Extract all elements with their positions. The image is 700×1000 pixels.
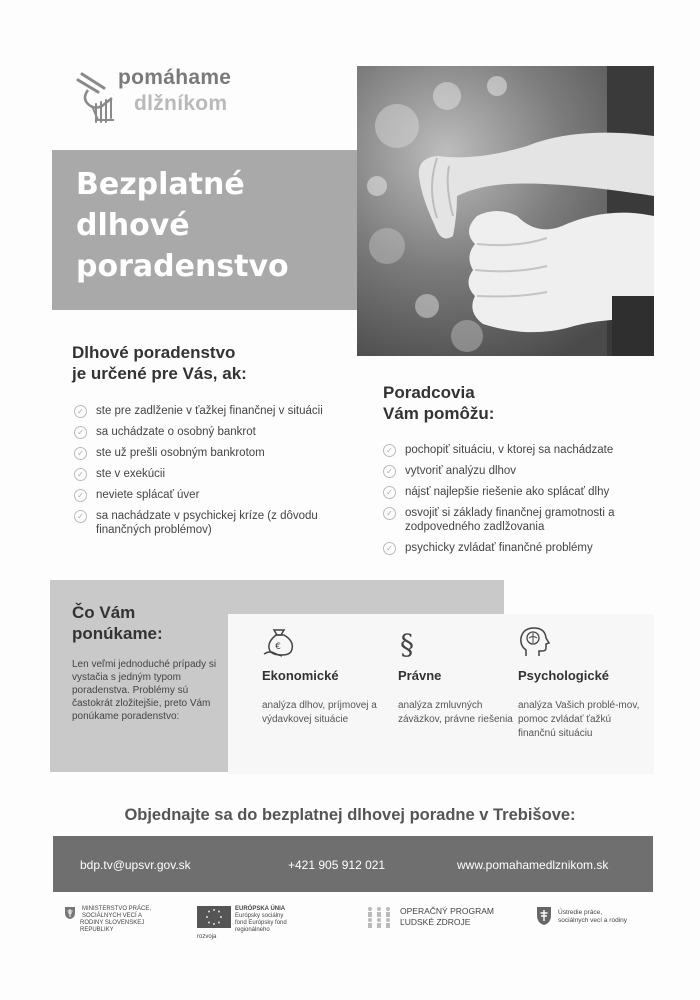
offer-column-title: Ekonomické	[262, 668, 339, 683]
list-item: ✓ ste pre zadlženie v ťažkej finančnej v situácii	[74, 404, 364, 418]
check-icon: ✓	[74, 426, 87, 439]
right-heading-line2: Vám pomôžu:	[383, 404, 495, 423]
call-to-action: Objednajte sa do bezplatnej dlhovej poradne v Trebišove:	[124, 806, 576, 824]
labour-office-logo: Ústredie práce, sociálnych vecí a rodiny	[536, 906, 656, 926]
offer-description: Len veľmi jednoduché prípady si vystačia s jedným typom poradenstva. Problémy sú častokrát zložitejšie, preto Vám ponúkame poradenstvo:	[72, 659, 217, 722]
check-icon: ✓	[74, 510, 87, 523]
check-icon: ✓	[74, 447, 87, 460]
money-bag-icon	[262, 626, 392, 660]
list-item: ✓ osvojiť si základy finančnej gramotnosti a zodpovedného zadlžovania	[383, 506, 663, 534]
ministry-logo: MINISTERSTVO PRÁCE, SOCIÁLNYCH VECÍ A RODINY SLOVENSKEJ REPUBLIKY	[64, 906, 184, 934]
operational-program-logo: OPERAČNÝ PROGRAM ĽUDSKÉ ZDROJE	[366, 906, 506, 928]
offer-column-text: analýza zmluvných záväzkov, právne riešenia	[398, 700, 513, 725]
svg-text:§: §	[400, 628, 414, 660]
offer-column-economic	[262, 626, 392, 727]
right-heading-line1: Poradcovia	[383, 383, 475, 402]
right-section-heading	[383, 382, 494, 424]
title-line3: poradenstvo	[76, 249, 289, 284]
page-title	[76, 164, 356, 287]
check-icon: ✓	[74, 489, 87, 502]
list-item: ✓ ste v exekúcii	[74, 467, 364, 481]
offer-column-psychological	[518, 626, 648, 741]
offer-heading	[72, 602, 163, 644]
title-line2: dlhové	[76, 208, 190, 243]
list-item: ✓ pochopiť situáciu, v ktorej sa nachádzate	[383, 443, 663, 457]
offer-column-text: analýza Vašich problé-mov, pomoc zvládať ťažkú finančnú situáciu	[518, 700, 640, 739]
sk-coat-of-arms-icon	[64, 906, 76, 920]
title-line1: Bezplatné	[76, 167, 245, 202]
list-item: ✓ sa uchádzate o osobný bankrot	[74, 425, 364, 439]
offer-column-title: Psychologické	[518, 668, 610, 683]
svg-text:€: €	[275, 642, 281, 652]
eu-logo: EURÓPSKA ÚNIA Európsky sociálny fond Európsky fond regionálneho rozvoja	[197, 906, 287, 940]
offer-heading-line1: Čo Vám	[72, 603, 136, 622]
check-icon: ✓	[383, 465, 396, 478]
logo-hands-icon	[74, 66, 124, 128]
left-checklist	[74, 404, 364, 544]
contact-web-link[interactable]: www.pomahamedlznikom.sk	[457, 858, 609, 872]
contact-phone[interactable]: +421 905 912 021	[288, 858, 386, 872]
right-checklist	[383, 443, 663, 562]
offer-column-legal	[398, 626, 528, 727]
left-heading-line1: Dlhové poradenstvo	[72, 343, 236, 362]
hands-photo-graphic	[357, 66, 654, 356]
left-heading-line2: je určené pre Vás, ak:	[72, 364, 247, 383]
offer-heading-line2: ponúkame:	[72, 624, 163, 643]
logo-text-line1: pomáhame	[118, 66, 232, 89]
offer-column-title: Právne	[398, 668, 442, 683]
brain-head-icon	[518, 626, 648, 660]
sk-shield-icon	[536, 906, 552, 926]
check-icon: ✓	[383, 542, 396, 555]
list-item: ✓ neviete splácať úver	[74, 488, 364, 502]
offer-column-text: analýza dlhov, príjmovej a výdavkovej situácie	[262, 700, 377, 725]
check-icon: ✓	[74, 405, 87, 418]
list-item: ✓ sa nachádzate v psychickej kríze (z dôvodu finančných problémov)	[74, 509, 364, 537]
list-item: ✓ nájsť najlepšie riešenie ako splácať dlhy	[383, 485, 663, 499]
people-dots-icon	[366, 906, 392, 928]
left-section-heading	[72, 342, 247, 384]
check-icon: ✓	[383, 507, 396, 520]
check-icon: ✓	[383, 486, 396, 499]
list-item: ✓ psychicky zvládať finančné problémy	[383, 541, 663, 555]
contact-email-link[interactable]: bdp.tv@upsvr.gov.sk	[80, 858, 191, 872]
logo-text-line2: dlžníkom	[134, 92, 228, 115]
check-icon: ✓	[74, 468, 87, 481]
hands-photo	[357, 66, 654, 356]
list-item: ✓ ste už prešli osobným bankrotom	[74, 446, 364, 460]
list-item: ✓ vytvoriť analýzu dlhov	[383, 464, 663, 478]
check-icon: ✓	[383, 444, 396, 457]
paragraph-icon	[398, 626, 528, 660]
eu-flag-icon	[197, 906, 231, 928]
